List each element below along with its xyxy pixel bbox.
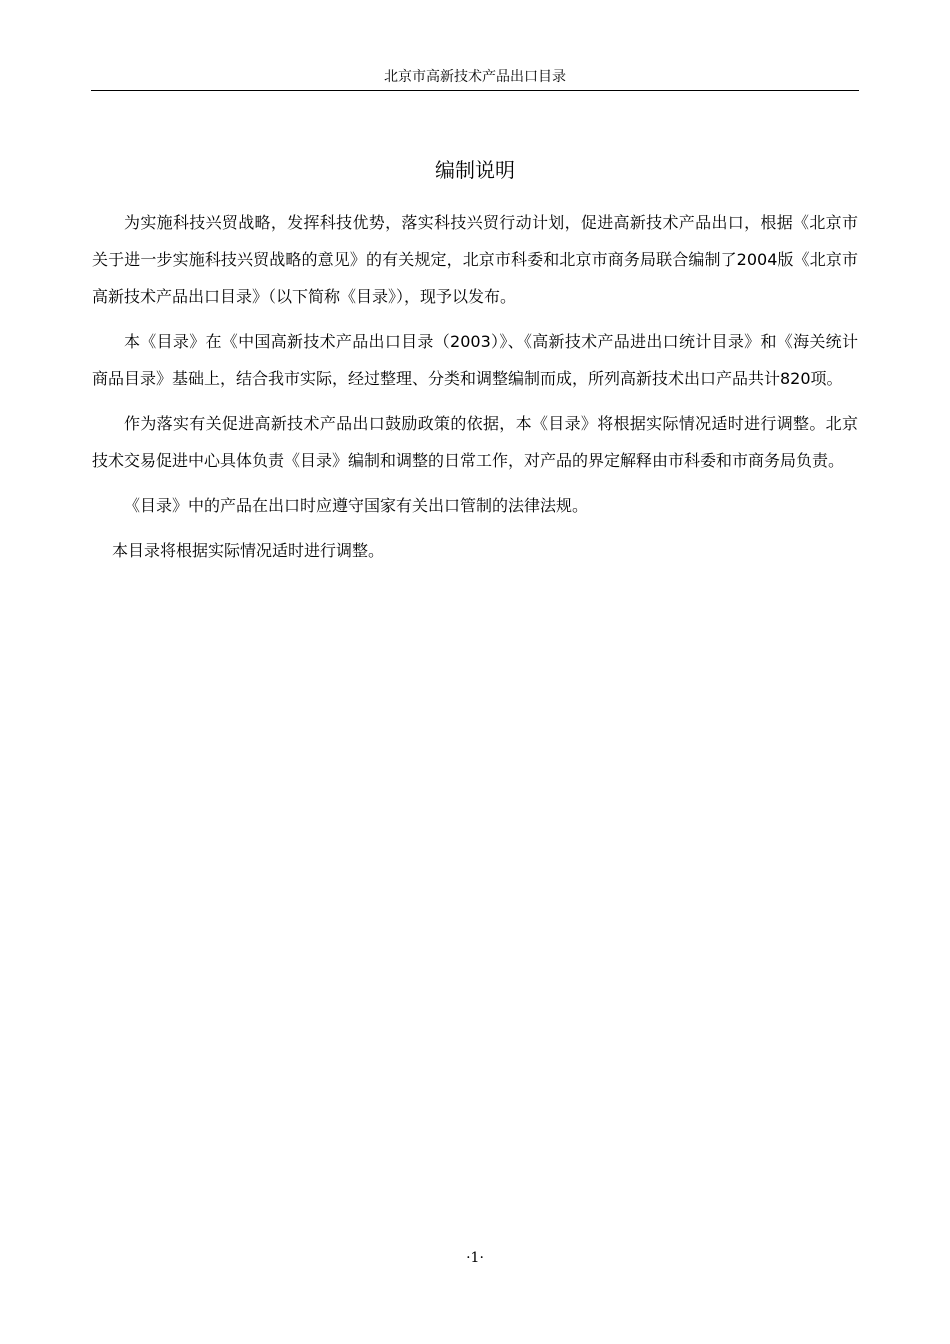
document-body [92,204,858,577]
page-number: ·1· [466,1250,484,1266]
document-title: 编制说明 [435,158,515,182]
page-header [91,66,859,91]
paragraph-3: 作为落实有关促进高新技术产品出口鼓励政策的依据，本《目录》将根据实际情况适时进行调整。北京技术交易促进中心具体负责《目录》编制和调整的日常工作，对产品的界定解释由市科委和市商务局负责。 [92,414,858,470]
paragraph-2: 本《目录》在《中国高新技术产品出口目录（2003）》、《高新技术产品进出口统计目录》和《海关统计商品目录》基础上，结合我市实际，经过整理、分类和调整编制而成，所列高新技术出口产品共计820项。 [92,332,858,388]
header-text: 北京市高新技术产品出口目录 [384,69,566,85]
paragraph-4: 《目录》中的产品在出口时应遵守国家有关出口管制的法律法规。 [124,496,589,515]
paragraph-1: 为实施科技兴贸战略，发挥科技优势，落实科技兴贸行动计划，促进高新技术产品出口，根据《北京市关于进一步实施科技兴贸战略的意见》的有关规定，北京市科委和北京市商务局联合编制了2004版《北京市高新技术产品出口目录》（以下简称《目录》），现予以发布。 [92,213,858,306]
paragraph-5: 本目录将根据实际情况适时进行调整。 [112,541,385,560]
